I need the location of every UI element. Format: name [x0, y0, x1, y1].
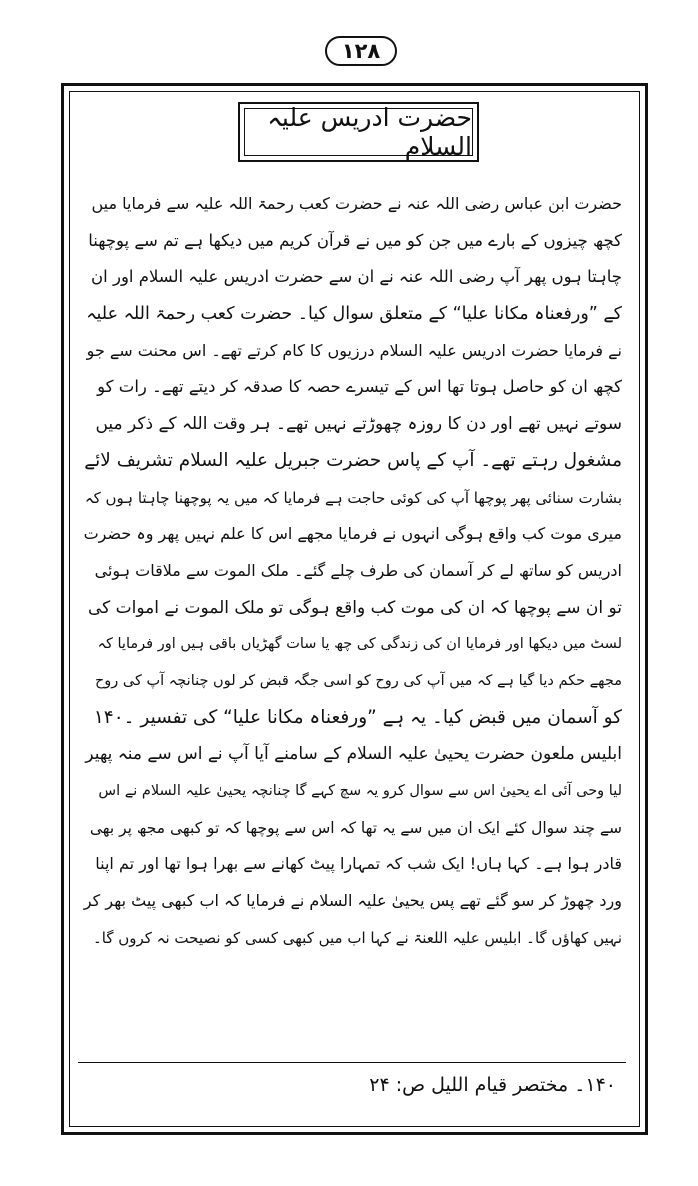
text-line: سے چند سوال کئے ایک ان میں سے یہ تھا کہ اس سے پوچھا کہ تو کبھی مجھ پر بھی — [89, 818, 622, 837]
text-line: ادریس کو ساتھ لے کر آسمان کی طرف چلے گئے۔ ملک الموت سے ملاقات ہوئی — [94, 560, 622, 580]
page-number: ۱۲۸ — [325, 36, 397, 66]
text-line: مجھے حکم دیا گیا ہے کہ میں آپ کی روح کو اسی جگہ قبض کر لوں چنانچہ آپ کی روح — [94, 672, 622, 689]
text-line: مشغول رہتے تھے۔ آپ کے پاس حضرت جبریل علیہ السلام تشریف لائے — [84, 449, 622, 471]
text-line: نہیں کھاؤں گا۔ ابلیس علیہ اللعنۃ نے کہا اب میں کبھی کسی کو نصیحت نہ کروں گا۔ — [92, 928, 622, 947]
footnote-divider — [78, 1062, 626, 1063]
text-line: تو ان سے پوچھا کہ ان کی موت کب واقع ہوگی تو ملک الموت نے اموات کی — [87, 597, 622, 618]
text-line: لسٹ میں دیکھا اور فرمایا ان کی زندگی کی چھ یا سات گھڑیاں باقی ہیں اور فرمایا کہ — [97, 636, 622, 653]
text-line: چاہتا ہوں پھر آپ رضی اللہ عنہ نے ان سے حضرت ادریس علیہ السلام اور ان — [91, 267, 622, 287]
chapter-title-box — [238, 102, 479, 162]
text-line: کے ”ورفعناہ مکانا علیا“ کے متعلق سوال کیا۔ حضرت کعب رحمۃ اللہ علیہ — [86, 304, 622, 325]
text-line: نے فرمایا حضرت ادریس علیہ السلام درزیوں کا کام کرتے تھے۔ اس محنت سے جو — [86, 340, 622, 360]
text-line: کچھ ان کو حاصل ہوتا تھا اس کے تیسرے حصہ کا صدقہ کر دیتے تھے۔ رات کو — [97, 377, 622, 397]
text-line: کچھ چیزوں کے بارے میں جن کو میں نے قرآن کریم میں دیکھا ہے تم سے پوچھنا — [88, 230, 622, 250]
footnote: ۱۴۰۔ مختصر قیام اللیل ص: ۲۴ — [369, 1074, 616, 1096]
text-line: ورد چھوڑ کر سو گئے تھے پس یحییٰ علیہ السلام نے فرمایا کہ اب کبھی پیٹ بھر کر — [83, 891, 622, 911]
text-line: لیا وحی آئی اے یحییٰ اس سے سوال کرو یہ سچ کہے گا چنانچہ یحییٰ علیہ السلام نے اس — [98, 783, 622, 799]
body-text — [82, 186, 622, 956]
text-line: ابلیس ملعون حضرت یحییٰ علیہ السلام کے سامنے آیا آپ نے اس سے منہ پھیر — [85, 744, 622, 765]
text-line: حضرت ابن عباس رضی اللہ عنہ نے حضرت کعب رحمۃ اللہ علیہ سے فرمایا میں — [91, 194, 622, 213]
chapter-title: حضرت ادریس علیہ السلام — [244, 108, 473, 156]
text-line: میری موت کب واقع ہوگی انہوں نے فرمایا مجھے اس کا علم نہیں پھر وہ حضرت — [83, 524, 622, 544]
text-line: کو آسمان میں قبض کیا۔ یہ ہے ”ورفعناہ مکانا علیا“ کی تفسیر ۔۱۴۰ — [93, 706, 622, 728]
text-line: بشارت سنائی پھر پوچھا آپ کی کوئی حاجت ہے فرمایا کہ میں یہ پوچھنا چاہتا ہوں کہ — [84, 488, 622, 507]
text-line: سوتے نہیں تھے اور دن کا روزہ چھوڑتے نہیں تھے۔ ہر وقت اللہ کے ذکر میں — [95, 414, 622, 435]
text-line: قادر ہوا ہے۔ کہا ہاں! ایک شب کہ تمہارا پیٹ کھانے سے بھرا ہوا تھا اور تم اپنا — [95, 854, 622, 874]
